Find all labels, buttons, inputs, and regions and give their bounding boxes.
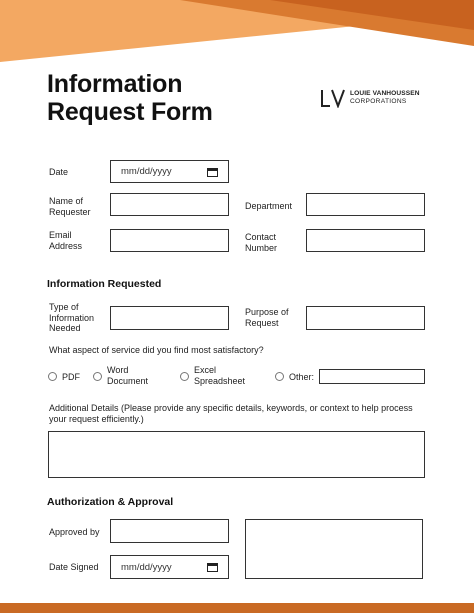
date-label: Date [49, 167, 69, 177]
date-input[interactable] [110, 160, 229, 183]
purpose-input[interactable] [306, 306, 425, 330]
radio-pdf[interactable] [48, 372, 57, 381]
date-signed-placeholder: mm/dd/yyyy [121, 561, 172, 573]
radio-other[interactable] [275, 372, 284, 381]
calendar-icon[interactable] [207, 167, 218, 177]
company-logo [320, 88, 420, 108]
type-input[interactable] [110, 306, 229, 330]
logo-subtitle: CORPORATIONS [350, 98, 407, 105]
radio-word[interactable] [93, 372, 102, 381]
email-input[interactable] [110, 229, 229, 252]
department-label: Department [245, 201, 293, 211]
other-input[interactable] [319, 369, 425, 384]
radio-excel[interactable] [180, 372, 189, 381]
footer-bar [0, 603, 474, 613]
information-requested-heading: Information Requested [47, 278, 162, 290]
calendar-icon[interactable] [207, 562, 218, 572]
satisfaction-question: What aspect of service did you find most satisfactory? [49, 345, 264, 355]
name-label: Name of Requester [49, 196, 91, 217]
contact-input[interactable] [306, 229, 425, 252]
additional-details-label: Additional Details (Please provide any specific details, keywords, or context to help process your request efficiently.) [49, 403, 413, 424]
option-word-label: Word Document [107, 365, 149, 386]
email-label: Email Address [49, 230, 83, 251]
signature-box[interactable] [245, 519, 423, 579]
authorization-heading: Authorization & Approval [47, 496, 174, 508]
date-placeholder: mm/dd/yyyy [121, 166, 172, 177]
department-input[interactable] [306, 193, 425, 216]
contact-label: Contact Number [245, 232, 278, 253]
header-banner [0, 0, 474, 64]
lv-logo-icon [320, 88, 346, 108]
option-excel-label: Excel Spreadsheet [194, 365, 246, 386]
name-input[interactable] [110, 193, 229, 216]
page-title: Information Request Form [47, 70, 213, 126]
approved-by-input[interactable] [110, 519, 229, 543]
type-label: Type of Information Needed [49, 302, 95, 333]
additional-details-textarea[interactable] [48, 431, 425, 478]
option-pdf-label: PDF [62, 372, 80, 382]
date-signed-input[interactable] [110, 555, 229, 579]
date-signed-label: Date Signed [49, 562, 99, 572]
logo-name: LOUIE VANHOUSSEN [350, 90, 420, 97]
purpose-label: Purpose of Request [245, 307, 289, 328]
option-other-label: Other: [289, 372, 315, 382]
approved-by-label: Approved by [49, 527, 100, 537]
